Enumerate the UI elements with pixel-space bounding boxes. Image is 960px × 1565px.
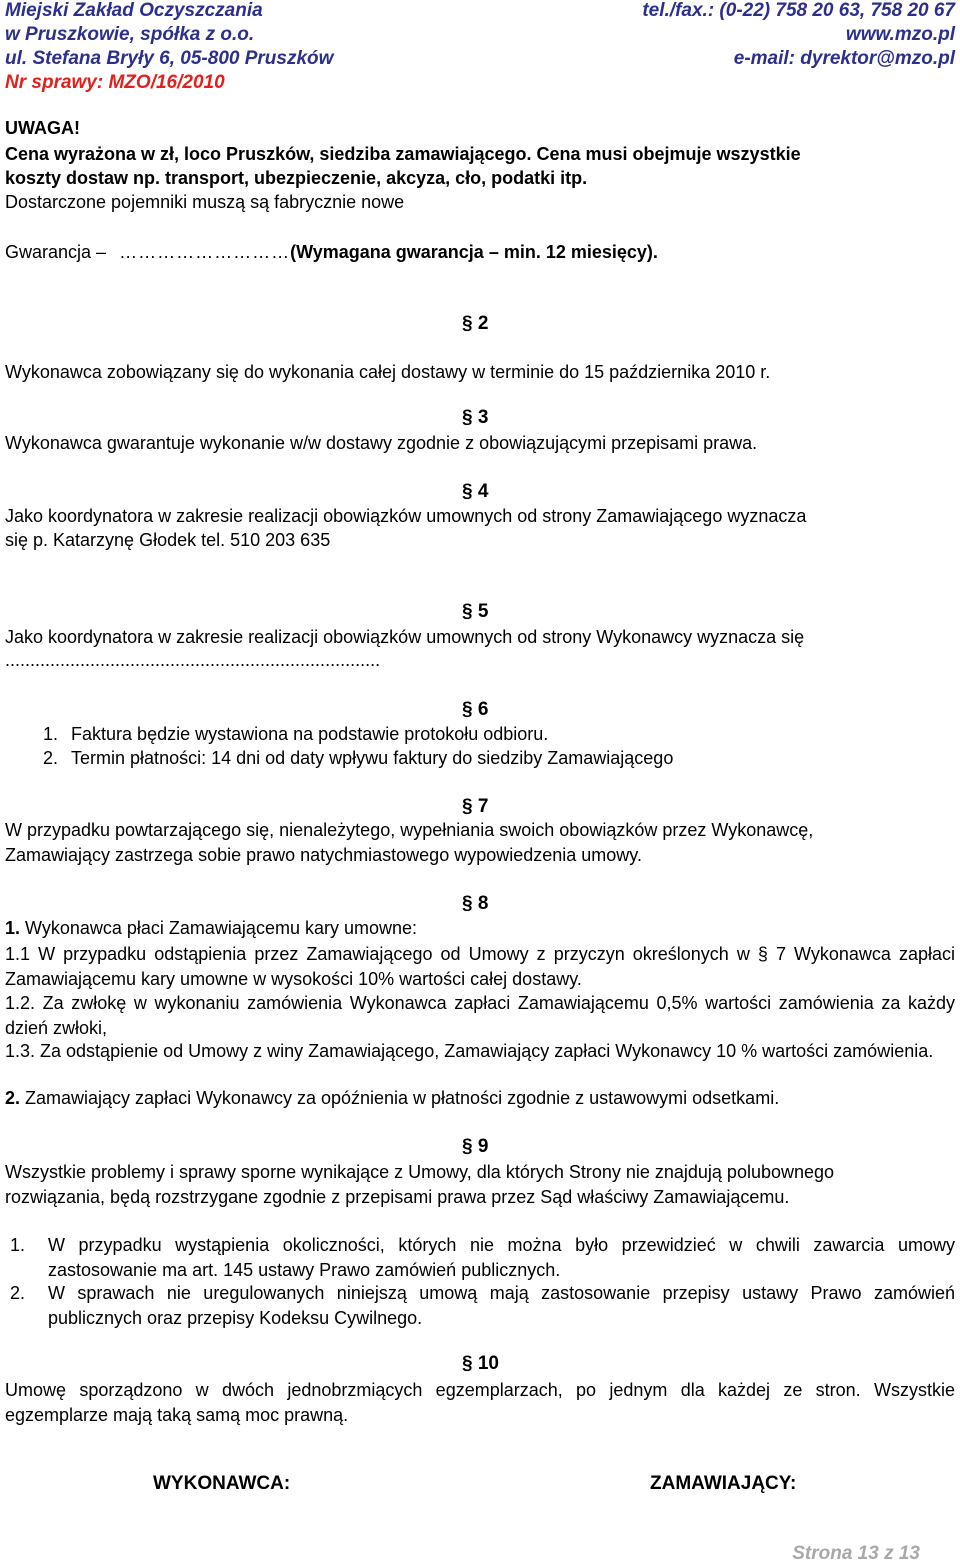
paragraph-sign-icon: § bbox=[462, 1353, 473, 1374]
section-8-point-1-2: 1.2. Za zwłokę w wykonaniu zamówienia Wykonawca zapłaci Zamawiającemu 0,5% wartości zamówienia za każdy dzień zwłoki, bbox=[5, 993, 955, 1038]
section-5-line2: ........................................................................... bbox=[5, 650, 381, 670]
item-number: 1. bbox=[43, 724, 59, 744]
section-7-line2: Zamawiający zastrzega sobie prawo natychmiastowego wypowiedzenia umowy. bbox=[5, 845, 642, 865]
point-text: Zamawiający zapłaci Wykonawcy za opóźnienia w płatności zgodnie z ustawowymi odsetkami. bbox=[20, 1088, 780, 1108]
header-telfax: tel./fax.: (0-22) 758 20 63, 758 20 67 bbox=[642, 0, 955, 21]
section-2-heading bbox=[462, 313, 488, 335]
section-3-text: Wykonawca gwarantuje wykonanie w/w dostawy zgodnie z obowiązującymi przepisami prawa. bbox=[5, 433, 758, 453]
section-6-item-2 bbox=[43, 748, 673, 769]
paragraph-sign-icon: § bbox=[462, 893, 473, 914]
notice-line1: Cena wyrażona w zł, loco Pruszków, siedziba zamawiającego. Cena musi obejmuje wszystkie bbox=[5, 144, 801, 164]
section-5-line1: Jako koordynatora w zakresie realizacji obowiązków umownych od strony Wykonawcy wyznacza się bbox=[5, 627, 805, 647]
section-6-heading bbox=[462, 699, 488, 721]
warranty-blank: ……………………… bbox=[119, 242, 291, 262]
page-number: Strona 13 z 13 bbox=[792, 1543, 920, 1564]
section-8-number: 8 bbox=[477, 893, 489, 914]
paragraph-sign-icon: § bbox=[462, 313, 473, 334]
section-8-point-1-1: 1.1 W przypadku odstąpienia przez Zamawiającego od Umowy z przyczyn określonych w § 7 Wykonawca zapłaci Zamawiającemu kary umowne w wysokości 10% wartości całej dostawy. bbox=[5, 944, 955, 989]
item-text: Termin płatności: 14 dni od daty wpływu faktury do siedziby Zamawiającego bbox=[71, 748, 674, 768]
section-10-heading bbox=[462, 1353, 499, 1375]
item-number: 2. bbox=[10, 1283, 26, 1303]
section-3-heading bbox=[462, 407, 488, 429]
signature-ordering-party: ZAMAWIAJĄCY: bbox=[650, 1473, 797, 1494]
item-number: 1. bbox=[10, 1235, 26, 1255]
section-9-item-1 bbox=[10, 1233, 955, 1282]
paragraph-sign-icon: § bbox=[462, 1136, 473, 1157]
header-company-line1: Miejski Zakład Oczyszczania bbox=[5, 0, 263, 21]
notice-line3: Dostarczone pojemniki muszą są fabrycznie nowe bbox=[5, 192, 405, 212]
section-3-number: 3 bbox=[477, 407, 489, 428]
section-6-item-1 bbox=[43, 724, 548, 745]
header-company-line2: w Pruszkowie, spółka z o.o. bbox=[5, 24, 255, 45]
section-6-number: 6 bbox=[477, 699, 489, 720]
item-text: Faktura będzie wystawiona na podstawie protokołu odbioru. bbox=[71, 724, 549, 744]
section-7-heading bbox=[462, 796, 488, 818]
section-4-number: 4 bbox=[477, 481, 489, 502]
paragraph-sign-icon: § bbox=[462, 407, 473, 428]
section-5-number: 5 bbox=[477, 601, 489, 622]
section-10-number: 10 bbox=[477, 1353, 499, 1374]
item-text: W przypadku wystąpienia okoliczności, których nie można było przewidzieć w chwili zawarcia umowy zastosowanie ma art. 145 ustawy Prawo zamówień publicznych. bbox=[48, 1235, 955, 1280]
warranty-line bbox=[5, 242, 658, 263]
section-7-line1: W przypadku powtarzającego się, nienależytego, wypełniania swoich obowiązków przez Wykonawcę, bbox=[5, 820, 814, 840]
warranty-label: Gwarancja – bbox=[5, 242, 107, 262]
point-number: 2. bbox=[5, 1088, 21, 1108]
paragraph-sign-icon: § bbox=[462, 481, 473, 502]
header-address: ul. Stefana Bryły 6, 05-800 Pruszków bbox=[5, 48, 334, 69]
section-10-text: Umowę sporządzono w dwóch jednobrzmiących egzemplarzach, po jednym dla każdej ze stron. Wszystkie egzemplarze mają taką samą moc prawną. bbox=[5, 1380, 955, 1425]
notice-title: UWAGA! bbox=[5, 118, 80, 138]
section-8-point-1-3: 1.3. Za odstąpienie od Umowy z winy Zamawiającego, Zamawiający zapłaci Wykonawcy 10 % wartości zamówienia. bbox=[5, 1041, 934, 1061]
item-text: W sprawach nie uregulowanych niniejszą umową mają zastosowanie przepisy ustawy Prawo zamówień publicznych oraz przepisy Kodeksu Cywilnego. bbox=[48, 1283, 955, 1328]
point-number: 1. bbox=[5, 918, 21, 938]
section-4-line2: się p. Katarzynę Głodek tel. 510 203 635 bbox=[5, 530, 331, 550]
section-9-intro: Wszystkie problemy i sprawy sporne wynikające z Umowy, dla których Strony nie znajdują polubownego rozwiązania, będą rozstrzygane zgodnie z przepisami prawa przez Sąd właściwy Zamawiającemu. bbox=[5, 1162, 835, 1207]
section-9-heading bbox=[462, 1136, 488, 1158]
warranty-required: (Wymagana gwarancja – min. 12 miesięcy). bbox=[290, 242, 658, 262]
item-number: 2. bbox=[43, 748, 59, 768]
section-8-point-1 bbox=[5, 918, 417, 939]
section-4-line1: Jako koordynatora w zakresie realizacji obowiązków umownych od strony Zamawiającego wyznacza bbox=[5, 506, 807, 526]
section-9-item-2 bbox=[10, 1281, 955, 1330]
header-case-number: Nr sprawy: MZO/16/2010 bbox=[5, 72, 225, 93]
point-text: Wykonawca płaci Zamawiającemu kary umowne: bbox=[20, 918, 417, 938]
section-9-number: 9 bbox=[477, 1136, 489, 1157]
header-email[interactable]: e-mail: dyrektor@mzo.pl bbox=[733, 48, 955, 69]
paragraph-sign-icon: § bbox=[462, 699, 473, 720]
section-5-heading bbox=[462, 601, 488, 623]
section-4-heading bbox=[462, 481, 488, 503]
section-7-number: 7 bbox=[477, 796, 489, 817]
section-2-text: Wykonawca zobowiązany się do wykonania całej dostawy w terminie do 15 października 2010 r. bbox=[5, 362, 771, 382]
header-website[interactable]: www.mzo.pl bbox=[845, 24, 955, 45]
paragraph-sign-icon: § bbox=[462, 601, 473, 622]
section-8-heading bbox=[462, 893, 488, 915]
section-2-number: 2 bbox=[477, 313, 489, 334]
paragraph-sign-icon: § bbox=[462, 796, 473, 817]
notice-line2: koszty dostaw np. transport, ubezpieczenie, akcyza, cło, podatki itp. bbox=[5, 168, 588, 188]
signature-contractor: WYKONAWCA: bbox=[153, 1473, 291, 1494]
section-8-point-2 bbox=[5, 1088, 779, 1109]
